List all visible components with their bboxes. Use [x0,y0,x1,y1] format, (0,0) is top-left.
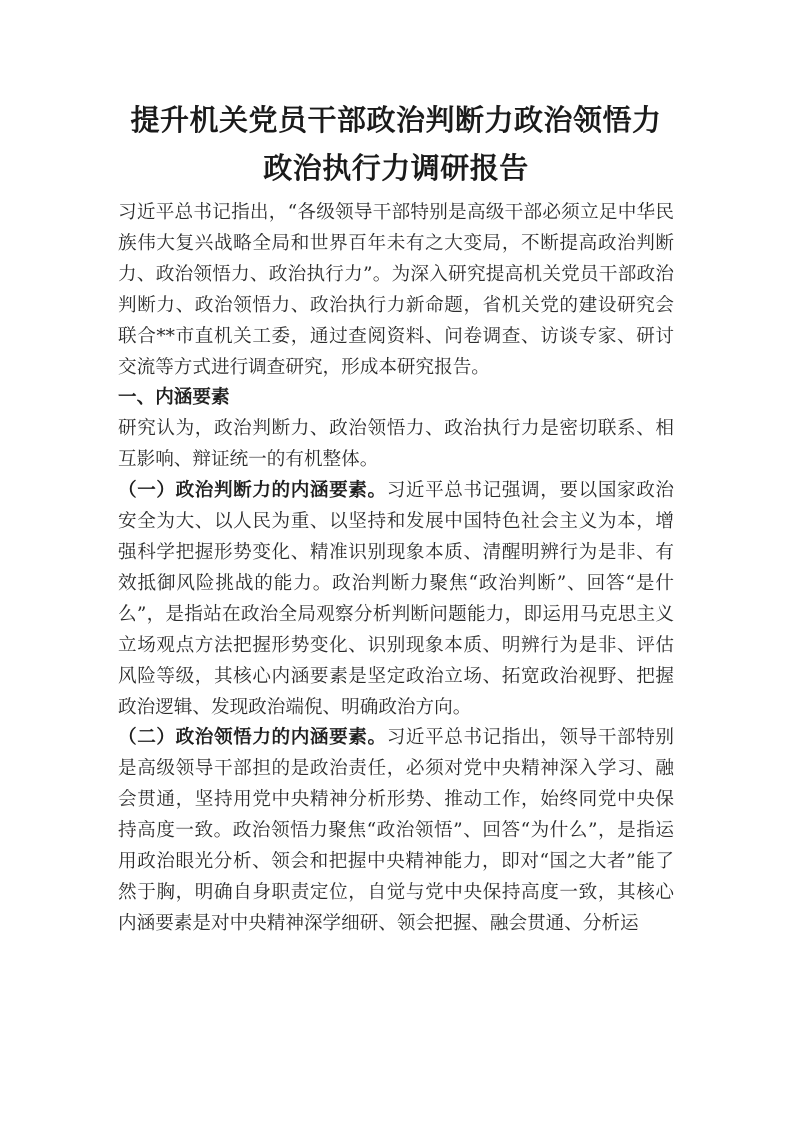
section-1-intro-paragraph: 研究认为，政治判断力、政治领悟力、政治执行力是密切联系、相互影响、辩证统一的有机整体。 [118,418,674,471]
subsection-2-text: 习近平总书记指出，领导干部特别是高级领导干部担的是政治责任，必须对党中央精神深入学习、融会贯通，坚持用党中央精神分析形势、推动工作，始终同党中央保持高度一致。政治领悟力聚焦“政治领悟”、回答“为什么”，是指运用政治眼光分析、领会和把握中央精神能力，即对“国之大者”能了然于胸，明确自身职责定位，自觉与党中央保持高度一致，其核心内涵要素是对中央精神深学细研、领会把握、融会贯通、分析运 [118,727,674,934]
subsection-2-paragraph [118,723,674,939]
subsection-1-heading: （一）政治判断力的内涵要素。 [118,480,387,502]
title-line-2: 政治执行力调研报告 [263,151,529,185]
document-page [118,96,674,940]
subsection-1-text: 习近平总书记强调，要以国家政治安全为大、以人民为重、以坚持和发展中国特色社会主义为本，增强科学把握形势变化、精准识别现象本质、清醒明辨行为是非、有效抵御风险挑战的能力。政治判断力聚焦“政治判断”、回答“是什么”，是指站在政治全局观察分析判断问题能力，即运用马克思主义立场观点方法把握形势变化、识别现象本质、明辨行为是非、评估风险等级，其核心内涵要素是坚定政治立场、拓宽政治视野、把握政治逻辑、发现政治端倪、明确政治方向。 [118,480,674,718]
title-line-1: 提升机关党员干部政治判断力政治领悟力 [130,103,662,137]
subsection-1-paragraph [118,476,674,723]
subsection-2-heading: （二）政治领悟力的内涵要素。 [118,727,387,749]
intro-paragraph: 习近平总书记指出，“各级领导干部特别是高级干部必须立足中华民族伟大复兴战略全局和世界百年未有之大变局，不断提高政治判断力、政治领悟力、政治执行力”。为深入研究提高机关党员干部政治判断力、政治领悟力、政治执行力新命题，省机关党的建设研究会联合**市直机关工委，通过查阅资料、问卷调查、访谈专家、研讨交流等方式进行调查研究，形成本研究报告。 [118,202,674,378]
section-heading-1: 一、内涵要素 [118,387,230,409]
document-title [118,96,674,192]
document-body [118,198,674,940]
